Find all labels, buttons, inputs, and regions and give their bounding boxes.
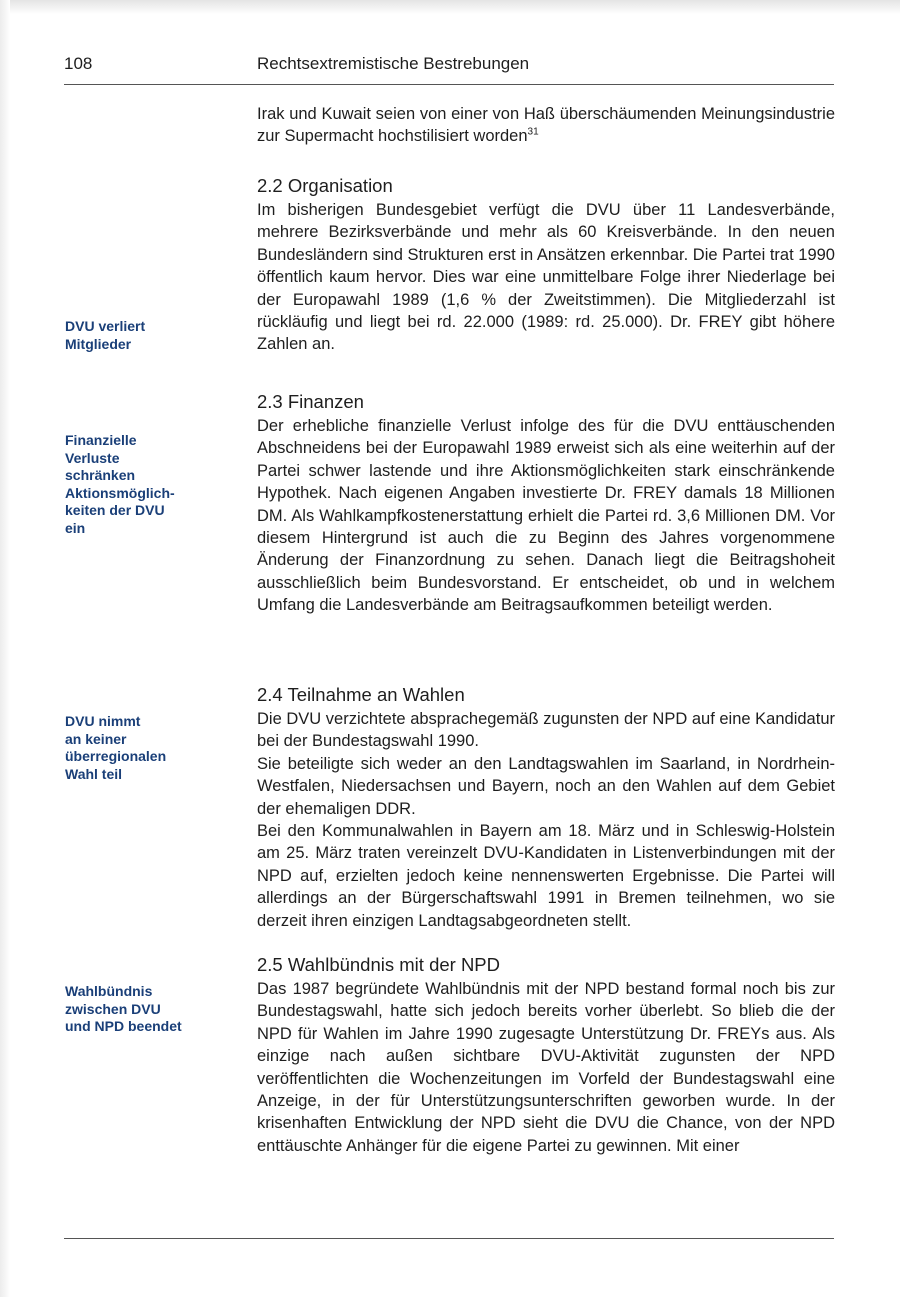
page-top-shadow xyxy=(0,0,900,14)
section-heading-wahlen: 2.4 Teilnahme an Wahlen xyxy=(257,684,465,705)
page-number: 108 xyxy=(64,54,93,73)
section-organisation xyxy=(257,174,835,356)
section-text-wahlen-3: Bei den Kommunalwahlen in Bayern am 18. März und in Schleswig-Holstein am 25. März traten vereinzelt DVU-Kandidaten in Listenverbindungen mit der NPD auf, erzielten jedoch keine nennenswerten Ergebnisse. Die Partei will allerdings an der Bürgerschaftswahl 1991 in Bremen teilnehmen, wo sie derzeit ihren einzigen Landtagsabgeordneten stellt. xyxy=(257,822,835,930)
section-text-wahlen-2: Sie beteiligte sich weder an den Landtagswahlen im Saarland, in Nordrhein-Westfalen, Niedersachsen und Bayern, noch an den Wahlen auf dem Gebiet der ehemaligen DDR. xyxy=(257,754,835,818)
footnote-ref: 31 xyxy=(527,126,539,138)
section-heading-organisation: 2.2 Organisation xyxy=(257,175,393,196)
section-text-wahlbuendnis: Das 1987 begründete Wahlbündnis mit der NPD bestand formal noch bis zur Bundestagswahl, hatte sich jedoch bereits vorher überlebt. So blieb die der NPD für Wahlen im Jahre 1990 zugesagte Unterstützung Dr. FREYs aus. Als einzige nach außen sichtbare DVU-Aktivität zugunsten der NPD veröffentlichten die Wochenzeitungen im Vorfeld der Bundestagswahl eine Anzeige, in der für Unterstützungsunterschriften geworben wurde. In der krisenhaften Entwicklung der NPD sieht die DVU die Chance, von der NPD enttäuschte Anhänger für die eigene Partei zu gewinnen. Mit einer xyxy=(257,980,835,1155)
section-text-finanzen: Der erhebliche finanzielle Verlust infolge des für die DVU enttäuschenden Abschneidens bei der Europawahl 1989 erweist sich als eine weiterhin auf der Partei schwer lastende und ihre Aktionsmöglichkeiten stark einschränkende Hypothek. Nach eigenen Angaben investierte Dr. FREY damals 18 Millionen DM. Als Wahlkampfkostenerstattung erhielt die Partei rd. 3,6 Millionen DM. Vor diesem Hintergrund ist auch die zu Beginn des Jahres vorgenommene Änderung der Finanzordnung zu sehen. Danach liegt die Beitragshoheit ausschließlich beim Bundesvorstand. Er entscheidet, ob und in welchem Umfang die Landesverbände am Beitragsaufkommen beteiligt werden. xyxy=(257,417,835,615)
footer-rule xyxy=(64,1238,834,1239)
section-finanzen xyxy=(257,390,835,617)
margin-note-finanzen: Finanzielle Verluste schränken Aktionsmöglich- keiten der DVU ein xyxy=(65,432,175,536)
section-wahlen xyxy=(257,683,835,932)
section-text-organisation: Im bisherigen Bundesgebiet verfügt die DVU über 11 Landesverbände, mehrere Bezirksverbände und mehr als 60 Kreisverbände. In den neuen Bundesländern sind Strukturen erst in Ansätzen erkennbar. Die Partei trat 1990 öffentlich kaum hervor. Dies war eine unmittelbare Folge ihrer Niederlage bei der Europawahl 1989 (1,6 % der Zweitstimmen). Die Mitgliederzahl ist rückläufig und liegt bei rd. 22.000 (1989: rd. 25.000). Dr. FREY gibt höhere Zahlen an. xyxy=(257,201,835,354)
intro-paragraph xyxy=(257,103,835,148)
page-left-shadow xyxy=(0,0,10,1297)
intro-text: Irak und Kuwait seien von einer von Haß überschäumenden Meinungsindustrie zur Supermacht hochstilisiert worden xyxy=(257,105,835,146)
margin-note-mitglieder: DVU verliert Mitglieder xyxy=(65,318,146,352)
margin-note-wahlen: DVU nimmt an keiner überregionalen Wahl teil xyxy=(65,713,167,782)
section-heading-finanzen: 2.3 Finanzen xyxy=(257,391,364,412)
section-text-wahlen-1: Die DVU verzichtete absprachegemäß zugunsten der NPD auf eine Kandidatur bei der Bundestagswahl 1990. xyxy=(257,710,835,751)
header-rule xyxy=(64,84,834,85)
section-wahlbuendnis xyxy=(257,953,835,1157)
running-title: Rechtsextremistische Bestrebungen xyxy=(257,54,530,73)
page-header xyxy=(64,54,834,84)
section-heading-wahlbuendnis: 2.5 Wahlbündnis mit der NPD xyxy=(257,954,501,975)
margin-note-buendnis: Wahlbündnis zwischen DVU und NPD beendet xyxy=(65,983,182,1034)
